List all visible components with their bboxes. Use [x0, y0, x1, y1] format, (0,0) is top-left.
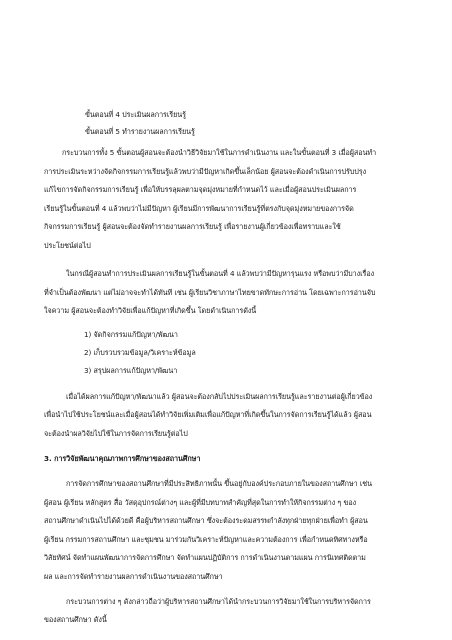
paragraph-5-line-1: กระบวนการต่าง ๆ ดังกล่าวถือว่าผู้บริหารสถานศึกษาได้นำกระบวนการวิจัยมาใช้ในการบริหารจัดการ	[66, 597, 371, 606]
paragraph-1-line-5: กิจกรรมการเรียนรู้ ผู้สอนจะต้องจัดทำรายงานผลการเรียนรู้ เพื่อรายงานผู้เกี่ยวข้องเพื่อทราบและใช้	[44, 222, 341, 231]
paragraph-1-line-3: แก้ไขการจัดกิจกรรมการเรียนรู้ เพื่อให้บรรลุผลตามจุดมุ่งหมายที่กำหนดไว้ และเมื่อผู้สอนประเมินผลการ	[44, 185, 357, 194]
paragraph-4-line-5: วิสัยทัศน์ จัดทำแผนพัฒนาการจัดการศึกษา จัดทำแผนปฏิบัติการ การดำเนินงานตามแผน การนิเทศติดตาม	[44, 553, 366, 562]
list-item-3: 3) สรุปผลการแก้ปัญหา/พัฒนา	[84, 366, 178, 375]
list-item-2: 2) เก็บรวบรวมข้อมูล/วิเคราะห์ข้อมูล	[84, 348, 196, 357]
section-3-heading: 3. การวิจัยพัฒนาคุณภาพการศึกษาของสถานศึกษา	[44, 454, 201, 463]
paragraph-1-line-2: การประเมินระหว่างจัดกิจกรรมการเรียนรู้แล้วพบว่ามีปัญหาเกิดขึ้นเล็กน้อย ผู้สอนจะต้องดำเนินการปรับปรุง	[44, 167, 367, 176]
paragraph-4-line-4: ผู้เรียน กรรมการสถานศึกษา และชุมชน มาร่วมกันวิเคราะห์ปัญหาและความต้องการ เพื่อกำหนดทิศทางหรือ	[44, 535, 368, 544]
paragraph-4-line-3: สถานศึกษาดำเนินไปได้ด้วยดี คือผู้บริหารสถานศึกษา ซึ่งจะต้องระดมสรรพกำลังทุกฝ่ายทุกฝ่ายเพื่อทำ ผู้สอน	[44, 516, 368, 525]
step-5-line: ขั้นตอนที่ 5 ทำรายงานผลการเรียนรู้	[85, 127, 195, 136]
step-4-line: ขั้นตอนที่ 4 ประเมินผลการเรียนรู้	[85, 110, 186, 119]
paragraph-3-line-1: เมื่อได้ผลการแก้ปัญหา/พัฒนาแล้ว ผู้สอนจะต้องกลับไปประเมินผลการเรียนรู้และรายงานต่อผู้เกี่ยวข้อง	[66, 392, 373, 401]
list-item-1: 1) จัดกิจกรรมแก้ปัญหา/พัฒนา	[84, 330, 178, 339]
paragraph-3-line-2: เพื่อนำไปใช้ประโยชน์และเมื่อผู้สอนได้ทำวิจัยเพิ่มเติมเพื่อแก้ปัญหาที่เกิดขึ้นในการจัดการเรียนรู้ได้แล้ว ผู้สอน	[44, 410, 372, 419]
paragraph-4-line-1: การจัดการศึกษาของสถานศึกษาที่มีประสิทธิภาพนั้น ขึ้นอยู่กับองค์ประกอบภายในของสถานศึกษา เช่น	[66, 479, 372, 488]
paragraph-2-line-3: ใจความ ผู้สอนจะต้องทำวิจัยเพื่อแก้ปัญหาที่เกิดขึ้น โดยดำเนินการดังนี้	[44, 306, 257, 315]
paragraph-2-line-2: ที่จำเป็นต้องพัฒนา แต่ไม่อาจจะทำได้ทันที เช่น ผู้เรียนวิชาภาษาไทยขาดทักษะการอ่าน โดยเฉพาะการอ่านจับ	[44, 288, 376, 297]
paragraph-4-line-2: ผู้สอน ผู้เรียน หลักสูตร สื่อ วัสดุอุปกรณ์ต่างๆ และผู้ที่มีบทบาทสำคัญที่สุดในการทำให้กิจกรรมต่าง ๆ ของ	[44, 498, 357, 507]
paragraph-1-line-6: ประโยชน์ต่อไป	[44, 241, 91, 250]
paragraph-5-line-2: ของสถานศึกษา ดังนี้	[44, 615, 107, 624]
paragraph-1-line-1: กระบวนการทั้ง 5 ขั้นตอนผู้สอนจะต้องนำวิธีวิจัยมาใช้ในการดำเนินงาน และในขั้นตอนที่ 3 เมื่อผู้สอนทำ	[62, 148, 377, 157]
paragraph-3-line-3: จะต้องนำผลวิจัยไปใช้ในการจัดการเรียนรู้ต่อไป	[44, 429, 188, 438]
paragraph-1-line-4: เรียนรู้ในขั้นตอนที่ 4 แล้วพบว่าไม่มีปัญหา ผู้เรียนมีการพัฒนาการเรียนรู้ที่ตรงกับจุดมุ่งหมายของการจัด	[44, 204, 354, 213]
paragraph-2-line-1: ในกรณีผู้สอนทำการประเมินผลการเรียนรู้ในขั้นตอนที่ 4 แล้วพบว่ามีปัญหารุนแรง หรือพบว่ามีบางเรื่อง	[66, 269, 375, 278]
paragraph-4-line-6: ผล และการจัดทำรายงานผลการดำเนินงานของสถานศึกษา	[44, 572, 223, 581]
